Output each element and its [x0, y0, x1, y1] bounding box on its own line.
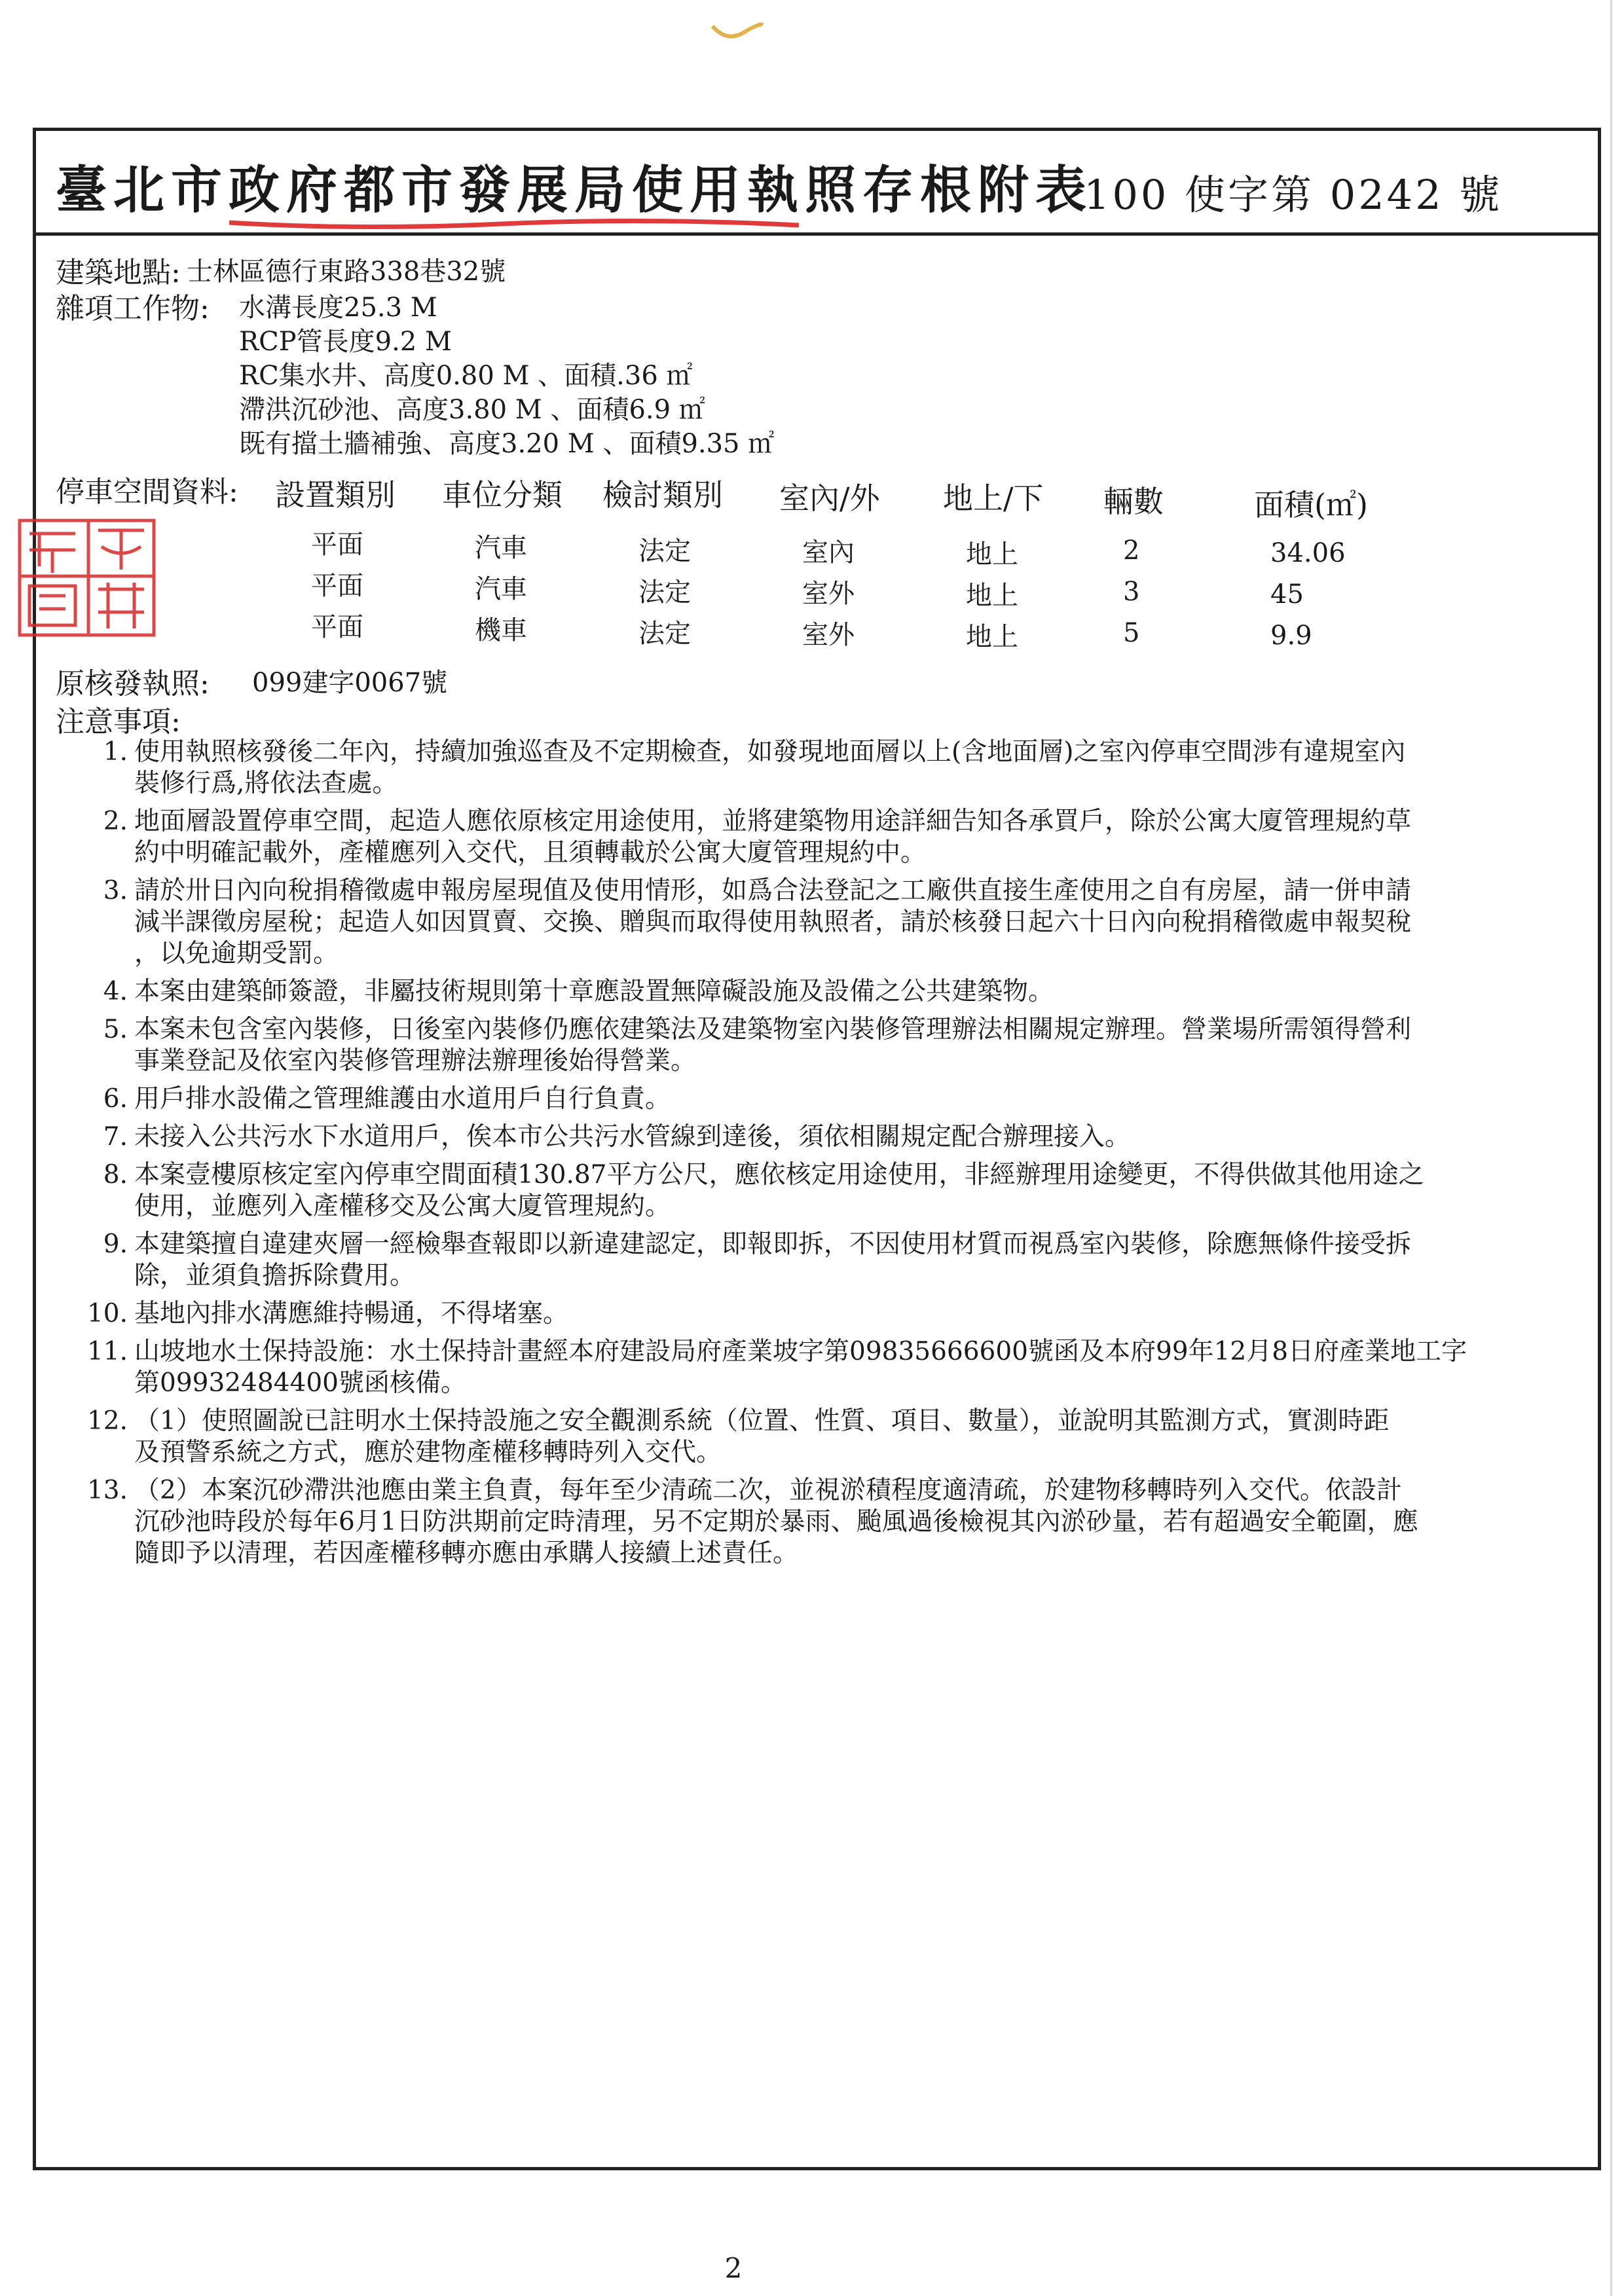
parking-header: 地上/下 — [943, 481, 1044, 516]
note-number: 5. — [103, 1015, 128, 1044]
note-text — [134, 1406, 1542, 1468]
note-number: 10. — [86, 1299, 128, 1328]
note-line: （2）本案沉砂滯洪池應由業主負責，每年至少清疏二次，並視淤積程度適清疏，於建物移轉時列入交代。依設計 — [134, 1476, 1402, 1505]
document-frame — [33, 128, 1601, 2170]
sheet-edge — [1610, 0, 1612, 2296]
parking-cell: 地上 — [966, 581, 1018, 611]
note-line: 基地內排水溝應維持暢通，不得堵塞。 — [134, 1299, 569, 1328]
original-license-label: 原核發執照: — [56, 667, 210, 701]
note-line: 減半課徵房屋稅；起造人如因買賣、交換、贈與而取得使用執照者，請於核發日起六十日內向稅捐稽徵處申報契稅 — [134, 907, 1412, 937]
parking-label: 停車空間資料: — [56, 475, 238, 509]
misc-works-label: 雜項工作物: — [56, 292, 210, 325]
note-text — [134, 976, 1542, 1008]
note-number: 9. — [103, 1230, 128, 1259]
note-text — [134, 1229, 1542, 1292]
note-number: 8. — [103, 1160, 128, 1190]
note-text — [134, 1298, 1542, 1330]
note-number: 4. — [103, 977, 128, 1006]
parking-cell: 室外 — [802, 579, 855, 609]
parking-cell: 汽車 — [475, 533, 527, 563]
note-text — [134, 1014, 1542, 1077]
note-number: 12. — [86, 1406, 128, 1436]
note-number: 11. — [86, 1337, 128, 1366]
note-line: 請於卅日內向稅捐稽徵處申報房屋現值及使用情形，如爲合法登記之工廠供直接生產使用之自有房屋，請一併申請 — [134, 876, 1412, 905]
parking-cell: 34.06 — [1270, 538, 1346, 568]
permit-number: 100 使字第 0242 號 — [1084, 171, 1503, 219]
parking-cell: 地上 — [966, 622, 1018, 652]
note-line: 沉砂池時段於每年6月1日防洪期前定時清理，另不定期於暴雨、颱風過後檢視其內淤砂量，若有超過安全範圍，應 — [134, 1507, 1418, 1537]
misc-work-item: 水溝長度25.3 M — [239, 293, 437, 323]
parking-cell: 機車 — [475, 615, 527, 646]
original-license-value: 099建字0067號 — [252, 668, 448, 698]
note-text — [134, 1475, 1542, 1569]
notes-label: 注意事項: — [56, 705, 181, 738]
note-number: 13. — [86, 1476, 128, 1505]
parking-header: 面積(㎡) — [1254, 487, 1368, 522]
note-line: 隨即予以清理，若因產權移轉亦應由承購人接續上述責任。 — [134, 1539, 799, 1568]
note-line: 裝修行爲,將依法查處。 — [134, 769, 398, 798]
parking-cell: 5 — [1123, 618, 1140, 648]
note-line: 本案壹樓原核定室內停車空間面積130.87平方公尺，應依核定用途使用，非經辦理用途變更，不得供做其他用途之 — [134, 1160, 1424, 1190]
page-number: 2 — [724, 2252, 743, 2284]
note-line: 本案未包含室內裝修，日後室內裝修仍應依建築法及建築物室內裝修管理辦法相關規定辦理。營業場所需領得營利 — [134, 1015, 1412, 1044]
note-line: 本案由建築師簽證，非屬技術規則第十章應設置無障礙設施及設備之公共建築物。 — [134, 977, 1054, 1006]
parking-cell: 3 — [1123, 577, 1140, 607]
note-text — [134, 875, 1542, 970]
misc-work-item: RC集水井、高度0.80 M 、面積.36 ㎡ — [239, 361, 693, 391]
parking-cell: 平面 — [311, 612, 363, 642]
parking-cell: 室外 — [802, 620, 855, 650]
note-text — [134, 1121, 1542, 1153]
parking-cell: 汽車 — [475, 574, 527, 604]
red-underline-mark — [226, 216, 802, 230]
misc-work-item: 滯洪沉砂池、高度3.80 M 、面積6.9 ㎡ — [239, 395, 705, 425]
parking-cell: 法定 — [638, 536, 691, 566]
misc-work-item: RCP管長度9.2 M — [239, 327, 452, 357]
note-line: 事業登記及依室內裝修管理辦法辦理後始得營業。 — [134, 1046, 697, 1076]
parking-header: 檢討類別 — [602, 477, 723, 513]
note-line: 山坡地水土保持設施：水土保持計畫經本府建設局府產業坡字第09835666600號函及本府99年12月8日府產業地工字 — [134, 1337, 1467, 1366]
note-line: ，以免逾期受罰。 — [134, 939, 339, 968]
note-number: 7. — [103, 1122, 128, 1152]
note-line: 第09932484400號函核備。 — [134, 1368, 466, 1398]
parking-header: 輛數 — [1103, 484, 1164, 519]
note-text — [134, 1084, 1542, 1115]
note-line: 未接入公共污水下水道用戶，俟本市公共污水管線到達後，須依相關規定配合辦理接入。 — [134, 1122, 1131, 1152]
note-number: 3. — [103, 876, 128, 905]
note-line: 本建築擅自違建夾層一經檢舉查報即以新違建認定，即報即拆，不因使用材質而視爲室內裝修，除應無條件接受拆 — [134, 1230, 1412, 1259]
parking-cell: 45 — [1270, 579, 1304, 610]
parking-cell: 平面 — [311, 571, 363, 601]
parking-cell: 9.9 — [1270, 621, 1312, 651]
note-text — [134, 1336, 1542, 1399]
note-line: 地面層設置停車空間，起造人應依原核定用途使用，並將建築物用途詳細告知各承買戶，除於公寓大廈管理規約草 — [134, 807, 1412, 836]
note-number: 1. — [103, 737, 128, 767]
parking-header: 室內/外 — [779, 481, 880, 516]
parking-header: 車位分類 — [442, 477, 563, 513]
scribble-mark — [707, 13, 766, 46]
note-line: 及預警系統之方式，應於建物產權移轉時列入交代。 — [134, 1438, 722, 1467]
parking-header: 設置類別 — [275, 477, 396, 513]
note-number: 2. — [103, 807, 128, 836]
misc-work-item: 既有擋土牆補強、高度3.20 M 、面積9.35 ㎡ — [239, 429, 775, 459]
site-label: 建築地點: — [56, 256, 181, 289]
official-seal-stamp — [13, 514, 160, 642]
parking-cell: 法定 — [638, 577, 691, 608]
document-title: 臺北市政府都市發展局使用執照存根附表 — [56, 160, 1094, 220]
note-line: 使用執照核發後二年內，持續加強巡查及不定期檢查，如發現地面層以上(含地面層)之室內停車空間涉有違規室內 — [134, 737, 1406, 767]
parking-cell: 平面 — [311, 530, 363, 560]
parking-cell: 2 — [1123, 536, 1140, 566]
note-line: 用戶排水設備之管理維護由水道用戶自行負責。 — [134, 1084, 671, 1114]
note-text — [134, 806, 1542, 869]
note-line: 約中明確記載外，產權應列入交代，且須轉載於公寓大廈管理規約中。 — [134, 838, 927, 867]
title-row — [36, 131, 1598, 236]
note-number: 6. — [103, 1084, 128, 1114]
note-line: 使用，並應列入產權移交及公寓大廈管理規約。 — [134, 1192, 671, 1221]
parking-cell: 室內 — [802, 538, 855, 568]
note-line: 除，並須負擔拆除費用。 — [134, 1261, 416, 1290]
note-line: （1）使照圖說已註明水土保持設施之安全觀測系統（位置、性質、項目、數量），並說明其監測方式，實測時距 — [134, 1406, 1390, 1436]
parking-cell: 地上 — [966, 539, 1018, 570]
site-value: 士林區德行東路338巷32號 — [187, 257, 506, 287]
parking-cell: 法定 — [638, 619, 691, 649]
note-text — [134, 1159, 1542, 1222]
note-text — [134, 737, 1542, 799]
